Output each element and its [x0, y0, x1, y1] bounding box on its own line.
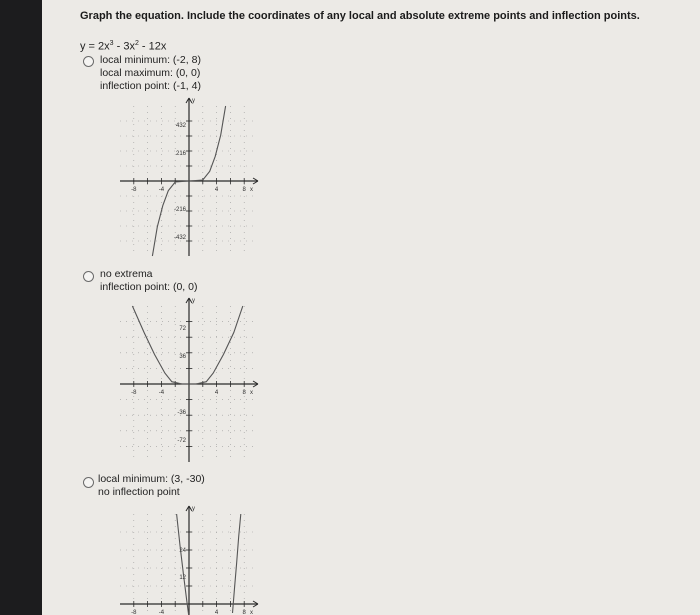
option-a-radio[interactable] [83, 56, 94, 67]
y-axis-label: y [192, 98, 195, 104]
option-a-line-1: local minimum: (-2, 8) [100, 54, 201, 66]
x-tick-label: 4 [214, 610, 219, 615]
option-b-line-1: no extrema [100, 268, 153, 280]
x-tick-label: -8 [131, 610, 137, 615]
y-tick-label: 216 [175, 151, 186, 158]
y-axis-label: y [192, 298, 195, 304]
x-tick-label: -8 [131, 390, 137, 396]
equation-exponent-1: 3 [109, 40, 114, 47]
y-tick-label: 432 [175, 123, 186, 130]
y-tick-label: -72 [177, 438, 186, 445]
option-b-graph [112, 292, 268, 464]
equation-exponent-2: 2 [134, 40, 139, 47]
option-c-radio[interactable] [83, 477, 94, 488]
function-curve-branch [233, 514, 241, 613]
y-axis-label: y [192, 506, 195, 512]
option-c-line-1: local minimum: (3, -30) [98, 473, 205, 485]
option-a-line-2: local maximum: (0, 0) [100, 67, 201, 79]
x-axis-label: x [250, 390, 253, 396]
x-tick-label: 8 [242, 390, 246, 396]
x-tick-label: -4 [158, 610, 165, 615]
option-c-line-2: no inflection point [98, 486, 180, 498]
question-text: Graph the equation. Include the coordinates of any local and absolute extreme points and inflection points. [80, 10, 640, 22]
y-tick-label: -432 [173, 234, 186, 241]
option-b-line-2: inflection point: (0, 0) [100, 281, 198, 293]
x-axis-label: x [250, 610, 253, 615]
x-tick-label: -4 [158, 390, 165, 396]
y-tick-label: 12 [179, 575, 186, 581]
y-tick-label: -216 [173, 206, 186, 213]
x-axis-label: x [250, 187, 253, 193]
y-tick-label: 72 [179, 325, 186, 332]
equation-mid: - 3x [113, 40, 135, 53]
equation [80, 40, 166, 53]
x-tick-label: 8 [242, 610, 246, 615]
equation-base: y = 2x [80, 40, 110, 53]
x-tick-label: 4 [214, 390, 219, 396]
function-curve [132, 306, 242, 384]
option-a-line-3: inflection point: (-1, 4) [100, 80, 201, 92]
option-b-radio[interactable] [83, 271, 94, 282]
y-tick-label: 36 [179, 353, 186, 360]
y-tick-label: -36 [177, 410, 186, 417]
equation-tail: - 12x [138, 40, 167, 53]
option-a-graph [112, 92, 268, 258]
option-c-graph [112, 500, 268, 615]
x-tick-label: -8 [131, 187, 137, 193]
x-tick-label: -4 [158, 187, 165, 193]
x-tick-label: 4 [214, 187, 219, 193]
x-tick-label: 8 [242, 187, 246, 193]
y-tick-label: 24 [179, 548, 186, 554]
question-panel [42, 0, 700, 615]
